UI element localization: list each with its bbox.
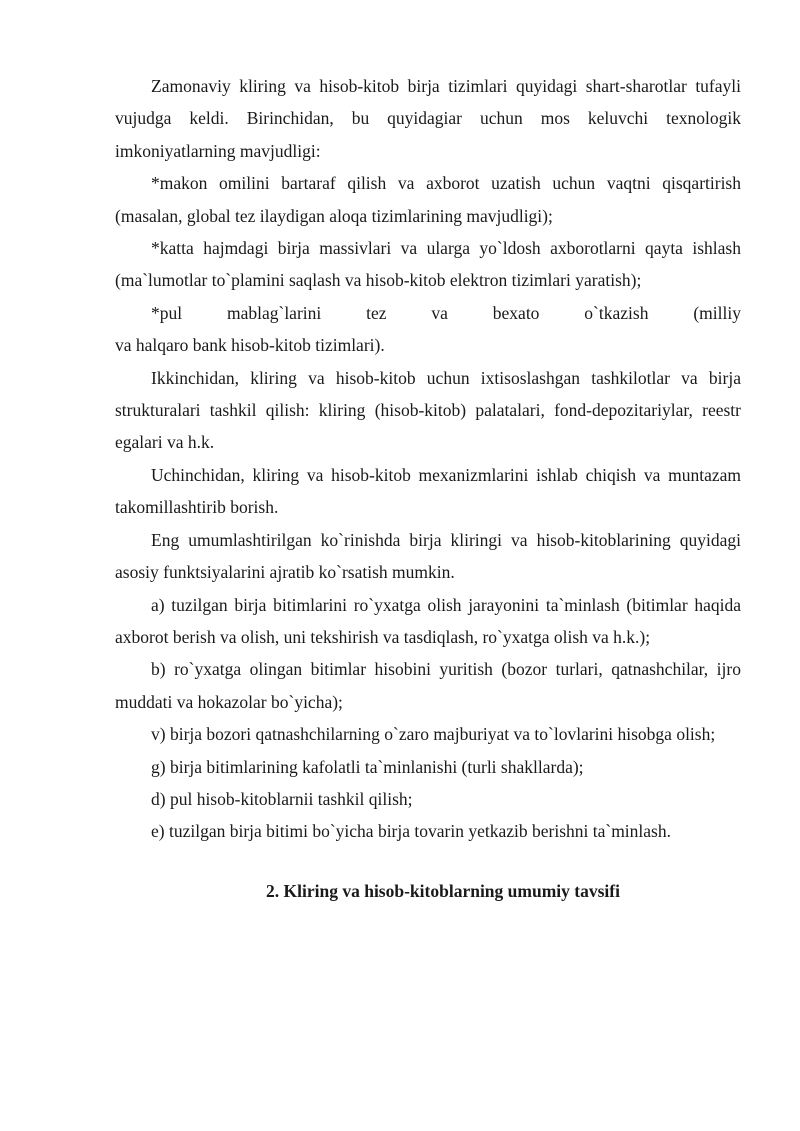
paragraph-intro: Zamonaviy kliring va hisob-kitob birja tizimlari quyidagi shart-sharotlar tufayli vujudga keldi. Birinchidan, bu quyidagiar uchun mos keluvchi texnologik imkoniyatlarning mavjudligi: [115,76,741,161]
bullet3-word: bexato [492,302,540,323]
bullet3-word: va [431,302,448,323]
bullet-item-1: *makon omilini bartaraf qilish va axborot uzatish uchun vaqtni qisqartirish (masalan, global tez ilaydigan aloqa tizimlarining mavjudligi); [115,173,741,226]
bullet-item-3 [115,297,741,362]
bullet3-word: *pul [151,302,183,323]
list-item-a: a) tuzilgan birja bitimlarini ro`yxatga olish jarayonini ta`minlash (bitimlar haqida axborot berish va olish, uni tekshirish va tasdiqlash, ro`yxatga olish va h.k.); [115,594,741,647]
list-item-v: v) birja bozori qatnashchilarning o`zaro majburiyat va to`lovlarini hisobga olish; [151,724,716,745]
list-item-b: b) ro`yxatga olingan bitimlar hisobini yuritish (bozor turlari, qatnashchilar, ijro muddati va hokazolar bo`yicha); [115,659,741,712]
section-heading: 2. Kliring va hisob-kitoblarning umumiy tavsifi [266,880,620,901]
bullet-item-3-continuation: va halqaro bank hisob-kitob tizimlari). [115,335,385,356]
list-item-e: e) tuzilgan birja bitimi bo`yicha birja tovarin yetkazib berishni ta`minlash. [151,821,671,842]
bullet3-word: mablag`larini [226,302,322,323]
bullet3-word: tez [366,302,387,323]
list-item-d: d) pul hisob-kitoblarnii tashkil qilish; [151,788,413,809]
paragraph-second: Ikkinchidan, kliring va hisob-kitob uchun ixtisoslashgan tashkilotlar va birja strukturalari tashkil qilish: kliring (hisob-kitob) palatalari, fond-depozitariylar, reestr egalari va h.k. [115,367,741,453]
paragraph-third: Uchinchidan, kliring va hisob-kitob mexanizmlarini ishlab chiqish va muntazam takomillashtirib borish. [115,464,741,518]
bullet3-word: o`tkazish [584,302,649,323]
bullet-item-3-first-line [115,297,741,329]
document-page [115,70,741,907]
paragraph-functions-intro: Eng umumlashtirilgan ko`rinishda birja kliringi va hisob-kitoblarining quyidagi asosiy funktsiyalarini ajratib ko`rsatish mumkin. [115,529,741,583]
list-item-g: g) birja bitimlarining kafolatli ta`minlanishi (turli shakllarda); [151,756,584,777]
bullet3-word: (milliy [693,302,741,323]
bullet-item-2: *katta hajmdagi birja massivlari va ularga yo`ldosh axborotlarni qayta ishlash (ma`lumotlar to`plamini saqlash va hisob-kitob elektron tizimlari yaratish); [115,238,741,291]
